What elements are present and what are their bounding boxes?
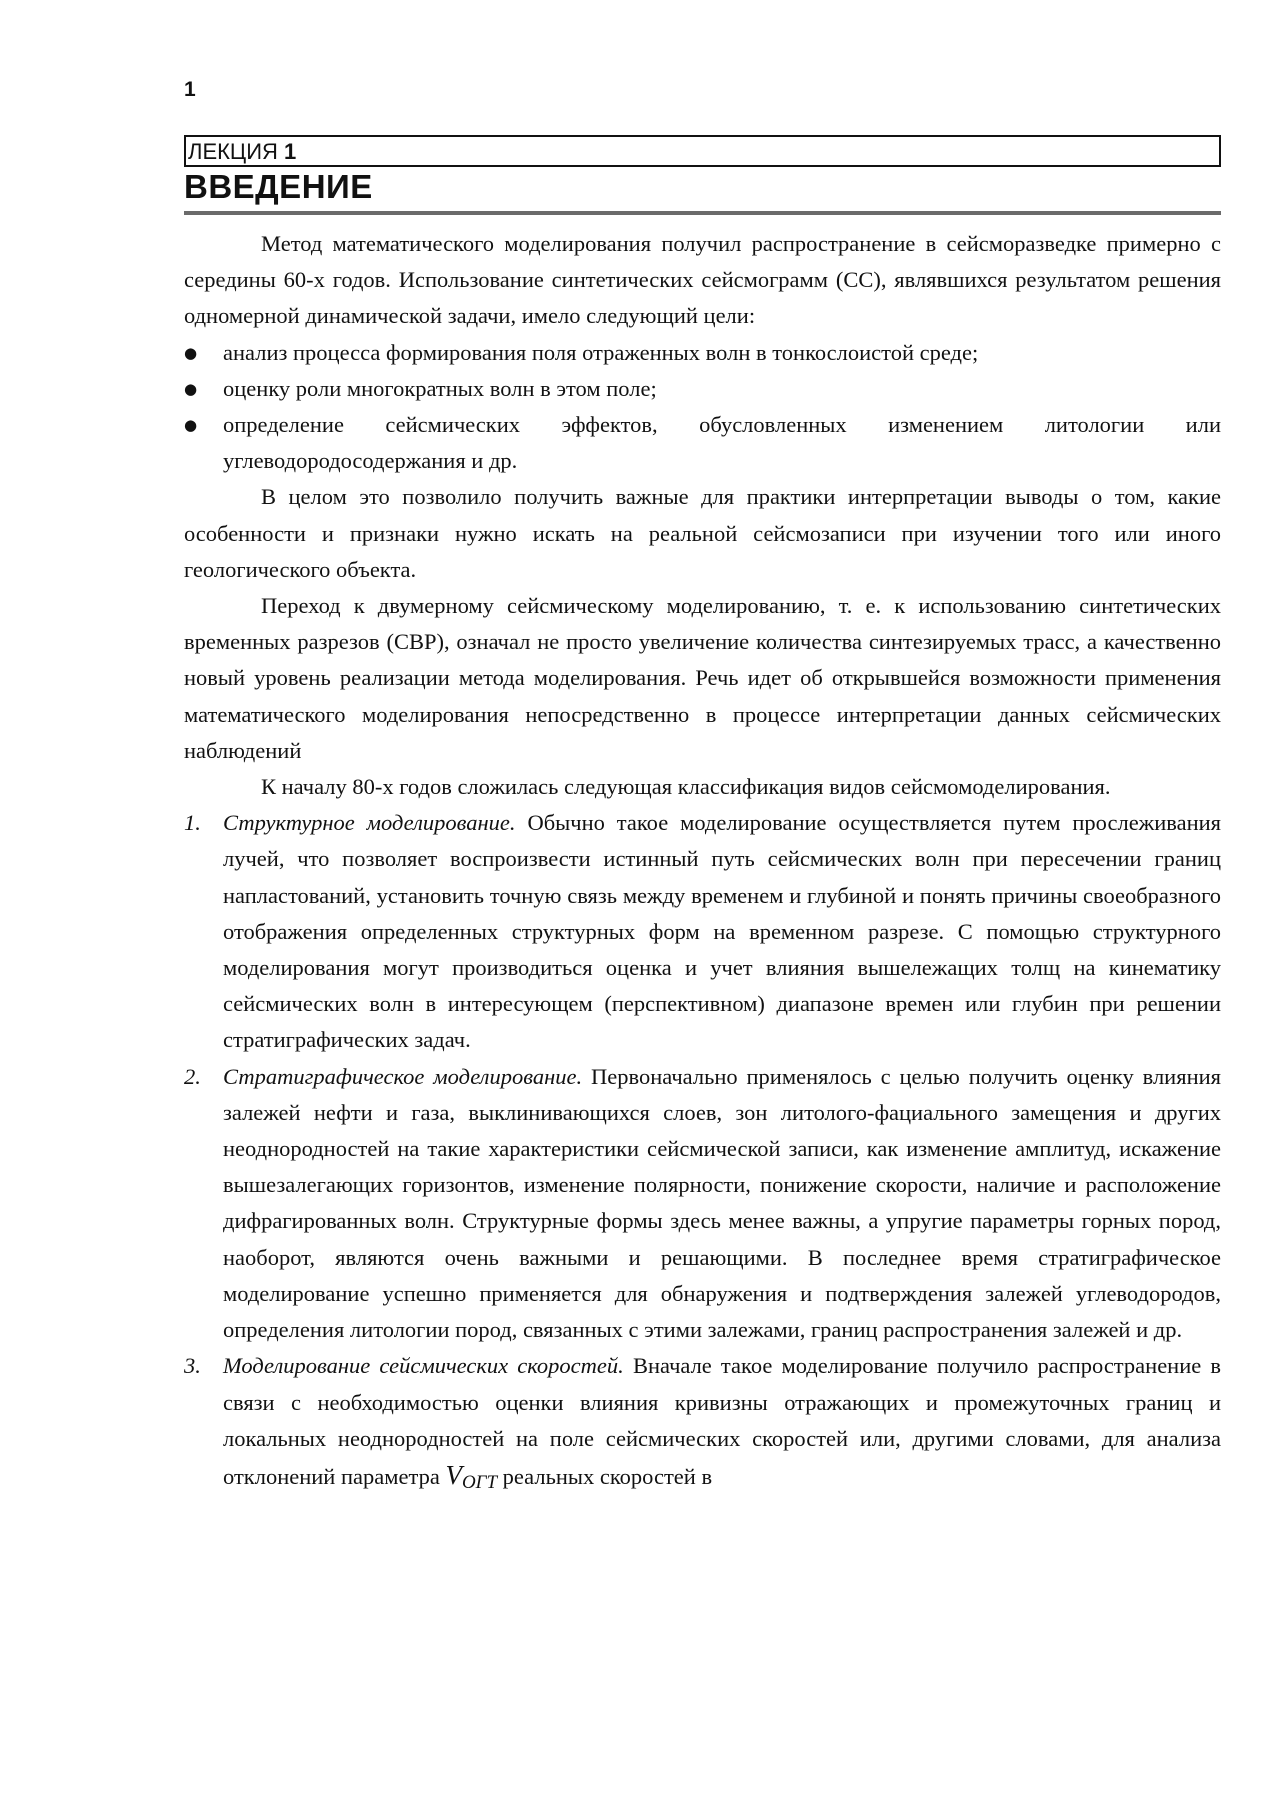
page-title: ВВЕДЕНИЕ: [184, 168, 373, 205]
list-marker: 3.: [184, 1353, 201, 1379]
math-variable: [445, 1459, 498, 1493]
list-marker: 2.: [184, 1063, 201, 1089]
document-body: [184, 226, 1221, 1501]
title-divider: [184, 211, 1221, 215]
list-term: Моделирование сейсмических скоростей.: [223, 1353, 624, 1379]
list-term: Структурное моделирование.: [223, 810, 516, 836]
list-item-text: определение сейсмических эффектов, обусловленных изменением литологии или углеводородосодержания и др.: [223, 412, 1221, 474]
list-term: Стратиграфическое моделирование.: [223, 1063, 583, 1089]
intro-paragraph: Метод математического моделирования получил распространение в сейсморазведке примерно с середины 60-х годов. Использование синтетических сейсмограмм (СС), являвшихся результатом решения одномерной динамической задачи, имело следующий цели:: [184, 231, 1221, 329]
lecture-label: ЛЕКЦИЯ: [188, 139, 278, 164]
body-paragraph: В целом это позволило получить важные для практики интерпретации выводы о том, какие особенности и признаки нужно искать на реальной сейсмозаписи при изучении того или иного геологического объекта.: [184, 484, 1221, 582]
body-paragraph: К началу 80-х годов сложилась следующая классификация видов сейсмомоделирования.: [261, 774, 1111, 800]
list-item: [184, 371, 1221, 407]
list-marker: 1.: [184, 810, 201, 836]
list-item-text: Обычно такое моделирование осуществляется путем прослеживания лучей, что позволяет воспроизвести истинный путь сейсмических волн при пересечении границ напластований, установить точную связь между временем и глубиной и понять причины своеобразного отображения определенных структурных форм на временном разрезе. С помощью структурного моделирования могут производиться оценка и учет влияния вышележащих толщ на кинематику сейсмических волн в интересующем (перспективном) диапазоне времен или глубин при решении стратиграфических задач.: [223, 810, 1222, 1053]
bullet-icon: ●: [184, 343, 198, 362]
lecture-header: [184, 135, 1221, 167]
list-item-text: анализ процесса формирования поля отраженных волн в тонкослоистой среде;: [223, 339, 979, 365]
math-variable-subscript: ОГТ: [461, 1471, 498, 1493]
list-item: [184, 1348, 1221, 1501]
bullet-icon: ●: [184, 379, 198, 398]
body-paragraph: Переход к двумерному сейсмическому моделированию, т. е. к использованию синтетических временных разрезов (СВР), означал не просто увеличение количества синтезируемых трасс, а качественно новый уровень реализации метода моделирования. Речь идет об открывшейся возможности применения математического моделирования непосредственно в процессе интерпретации данных сейсмических наблюдений: [184, 593, 1221, 763]
list-item-text-continued: реальных скоростей в: [502, 1463, 713, 1489]
list-item: [184, 335, 1221, 371]
list-item: [184, 407, 1221, 479]
lecture-number: 1: [284, 139, 297, 164]
list-item-text: Вначале такое моделирование получило распространение в связи с необходимостью оценки влияния кривизны отражающих и промежуточных границ и локальных неоднородностей на поле сейсмических скоростей или, другими словами, для анализа отклонений параметра: [223, 1353, 1222, 1489]
page-number: 1: [184, 78, 196, 101]
math-variable-symbol: V: [445, 1459, 462, 1490]
bullet-icon: ●: [184, 416, 198, 435]
list-item: [184, 805, 1221, 1058]
list-item: [184, 1059, 1221, 1349]
classification-list: [184, 805, 1221, 1501]
list-item-text: Первоначально применялось с целью получить оценку влияния залежей нефти и газа, выклинивающихся слоев, зон литолого-фациального замещения и других неоднородностей на такие характеристики сейсмической записи, как изменение амплитуд, искажение вышезалегающих горизонтов, изменение полярности, понижение скорости, наличие и расположение дифрагированных волн. Структурные формы здесь менее важны, а упругие параметры горных пород, наоборот, являются очень важными и решающими. В последнее время стратиграфическое моделирование успешно применяется для обнаружения и подтверждения залежей углеводородов, определения литологии пород, связанных с этими залежами, границ распространения залежей и др.: [223, 1063, 1221, 1343]
list-item-text: оценку роли многократных волн в этом поле;: [223, 375, 657, 401]
goals-list: [184, 335, 1221, 480]
